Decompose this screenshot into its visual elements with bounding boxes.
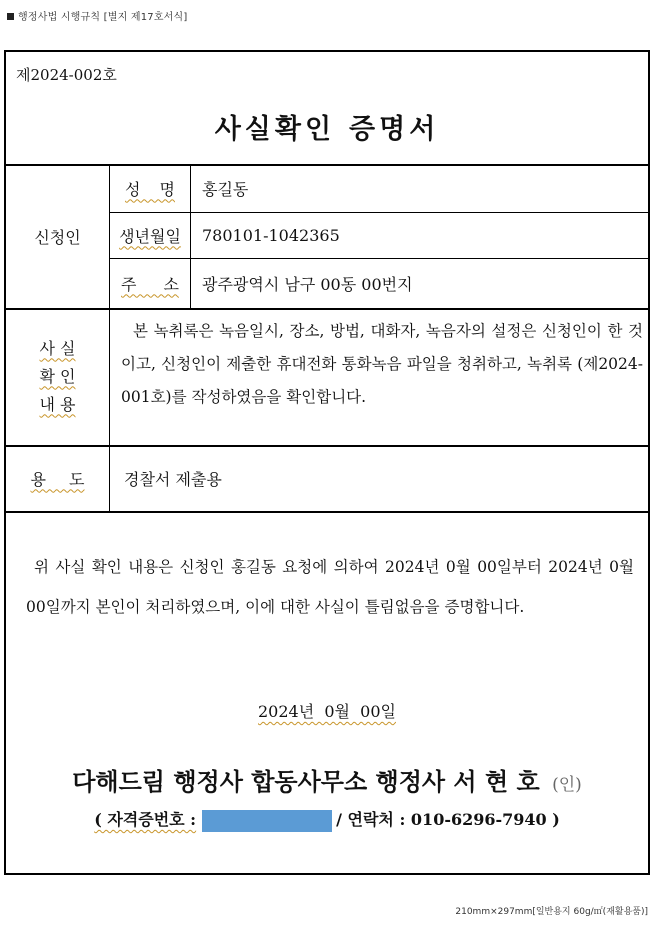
issue-date: 2024년 0월 00일 — [258, 702, 396, 721]
address-label-cell — [110, 258, 190, 308]
address-value: 광주광역시 남구 00동 00번지 — [202, 274, 413, 294]
name-value: 홍길동 — [202, 179, 249, 199]
form-header-text: 행정사법 시행규칙 [별지 제17호서식] — [18, 12, 188, 23]
form-header — [7, 8, 188, 23]
license-label: ( 자격증번호 : — [94, 810, 197, 829]
birth-label: 생년월일 — [119, 226, 181, 246]
birth-label-cell — [110, 212, 190, 258]
purpose-value-cell — [124, 445, 644, 511]
purpose-label: 용 도 — [30, 469, 85, 489]
applicant-label: 신청인 — [34, 227, 81, 247]
name-label-cell — [110, 164, 190, 212]
certification-text: 위 사실 확인 내용은 신청인 홍길동 요청에 의하여 2024년 0월 00일부터 2024년 0월 00일까지 본인이 처리하였으며, 이에 대한 사실이 틀림없음을 증명합니다. — [26, 558, 634, 616]
name-label: 성 명 — [125, 179, 175, 199]
address-value-cell — [202, 258, 642, 308]
fact-label-line2: 확 인 — [39, 366, 76, 386]
certificate-frame — [4, 50, 650, 875]
birth-value-cell — [202, 212, 642, 258]
issue-date-wrap — [6, 699, 648, 722]
divider-purpose-cert — [6, 511, 648, 513]
fact-label-line3: 내 용 — [39, 394, 76, 414]
document-number: 제2024-002호 — [16, 66, 117, 84]
signature-line — [6, 762, 648, 797]
seal-mark: (인) — [552, 775, 582, 795]
name-value-cell — [202, 164, 642, 212]
address-label: 주 소 — [121, 274, 179, 294]
purpose-value: 경찰서 제출용 — [124, 469, 222, 489]
document-title — [6, 107, 648, 146]
fact-label-cell — [6, 308, 109, 445]
phone-label: / 연락처 : 010-6296-7940 ) — [336, 810, 560, 829]
divider-sublabel-column — [190, 164, 191, 308]
fact-label-line1: 사 실 — [39, 338, 76, 358]
title-part2: 증명서 — [349, 114, 440, 145]
signature-office: 다해드림 행정사 합동사무소 행정사 서 현 호 — [72, 767, 540, 796]
redacted-license-number — [202, 810, 332, 832]
title-part1: 사실확인 — [214, 114, 336, 145]
paper-spec-footer: 210mm×297mm[일반용지 60g/㎡(재활용품)] — [455, 907, 648, 917]
fact-content: 본 녹취록은 녹음일시, 장소, 방법, 대화자, 녹음자의 설정은 신청인이 한 것이고, 신청인이 제출한 휴대전화 통화녹음 파일을 청취하고, 녹취록 (제2024-001호)를 작성하였음을 확인합니다. — [121, 322, 643, 406]
applicant-label-cell — [6, 164, 109, 308]
square-bullet-icon — [7, 13, 14, 20]
birth-value: 780101-1042365 — [202, 225, 340, 245]
purpose-label-cell — [6, 445, 109, 511]
contact-line — [6, 807, 648, 832]
